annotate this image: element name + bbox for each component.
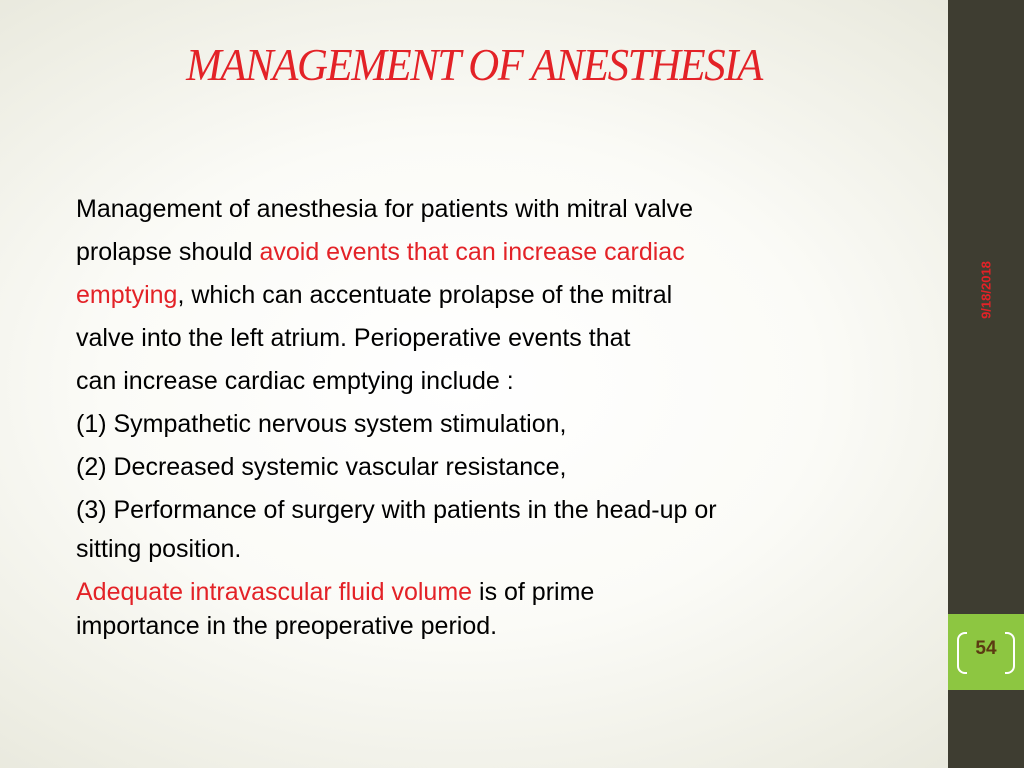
body-line [76, 231, 896, 274]
body-text-segment: prolapse should [76, 238, 260, 266]
body-line: valve into the left atrium. Perioperative events that [76, 324, 631, 352]
list-item: (1) Sympathetic nervous system stimulation, [76, 410, 567, 438]
body-text-segment: is of prime [472, 578, 595, 606]
body-text-segment: , which can accentuate prolapse of the mitral [177, 281, 673, 309]
list-item: (2) Decreased systemic vascular resistance, [76, 453, 567, 481]
slide-title: MANAGEMENT OF ANESTHESIA [186, 39, 762, 90]
highlighted-text: emptying [76, 281, 178, 309]
closing-line [76, 575, 896, 609]
slide-date: 9/18/2018 [978, 261, 994, 319]
body-line [76, 274, 896, 317]
closing-line: importance in the preoperative period. [76, 612, 498, 640]
highlighted-text: Adequate intravascular fluid volume [76, 578, 473, 606]
list-item: (3) Performance of surgery with patients in the head-up or [76, 496, 717, 524]
list-item: sitting position. [76, 535, 242, 563]
body-line: can increase cardiac emptying include : [76, 367, 514, 395]
page-number: 54 [975, 638, 997, 659]
page-number-box [948, 614, 1024, 690]
body-line: Management of anesthesia for patients with mitral valve [76, 195, 693, 223]
highlighted-text: avoid events that can increase cardiac [259, 238, 685, 266]
slide-body [76, 188, 896, 643]
